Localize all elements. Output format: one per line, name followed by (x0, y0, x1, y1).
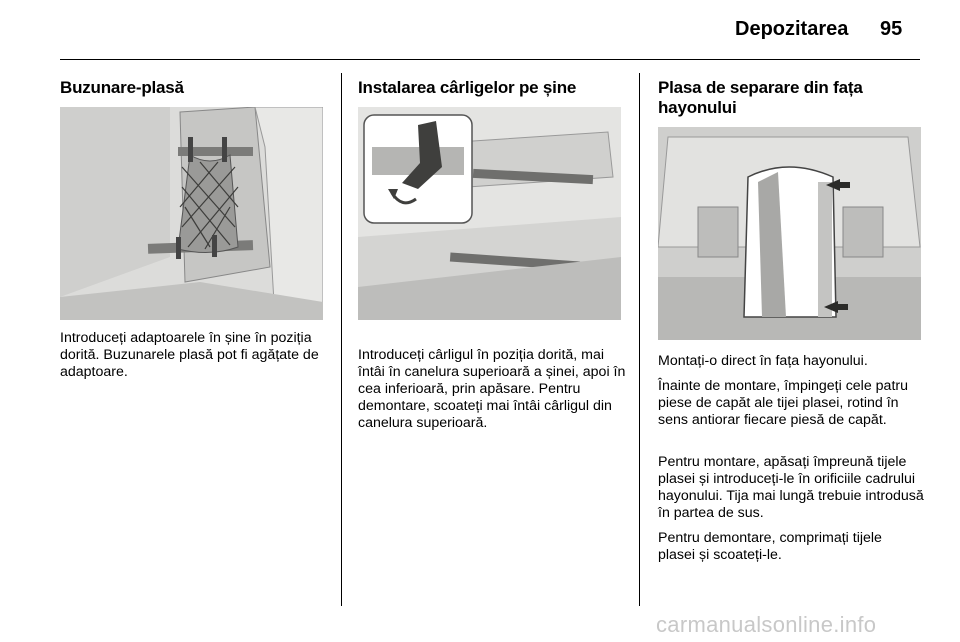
net-pocket-illustration (60, 107, 323, 320)
rail-hook-illustration (358, 107, 621, 320)
paragraph: Introduceți cârligul în poziția dorită, mai întâi în canelura superioară a șinei, apoi în cea inferioară, prin apăsare. Pentru demontare, scoateți mai întâi cârligul din canelura superioară. (358, 347, 626, 431)
section-heading-net-pockets (60, 78, 184, 98)
heading-text-line-1: Plasa de separare din fața (658, 78, 863, 97)
separator-net-illustration (658, 127, 921, 340)
heading-text: Instalarea cârligelor pe șine (358, 78, 577, 97)
page-header-title: Depozitarea (735, 18, 849, 40)
heading-text-line-2: hayonului (658, 98, 737, 117)
heading-text: Buzunare-plasă (60, 78, 184, 97)
paragraph: Montați-o direct în fața hayonului. (658, 353, 868, 369)
section-heading-separator-net (658, 78, 863, 118)
section-heading-hooks (358, 78, 576, 98)
header-divider (60, 59, 920, 60)
paragraph: Pentru demontare, comprimați tijele plasei și scoateți-le. (658, 530, 882, 563)
watermark: carmanualsonline.info (656, 612, 877, 637)
paragraph: Pentru montare, apăsați împreună tijele plasei și introduceți-le în orificiile cadrului hayonului. Tija mai lungă trebuie introdusă în partea de sus. (658, 454, 924, 521)
paragraph: Înainte de montare, împingeți cele patru piese de capăt ale tijei plasei, rotind în sens antiorar fiecare piesă de capăt. (658, 378, 909, 428)
paragraph: Introduceți adaptoarele în șine în poziția dorită. Buzunarele plasă pot fi agățate de adaptoare. (60, 330, 319, 380)
page-number: 95 (880, 18, 903, 40)
column-divider-1 (341, 73, 342, 606)
column-divider-2 (639, 73, 640, 606)
